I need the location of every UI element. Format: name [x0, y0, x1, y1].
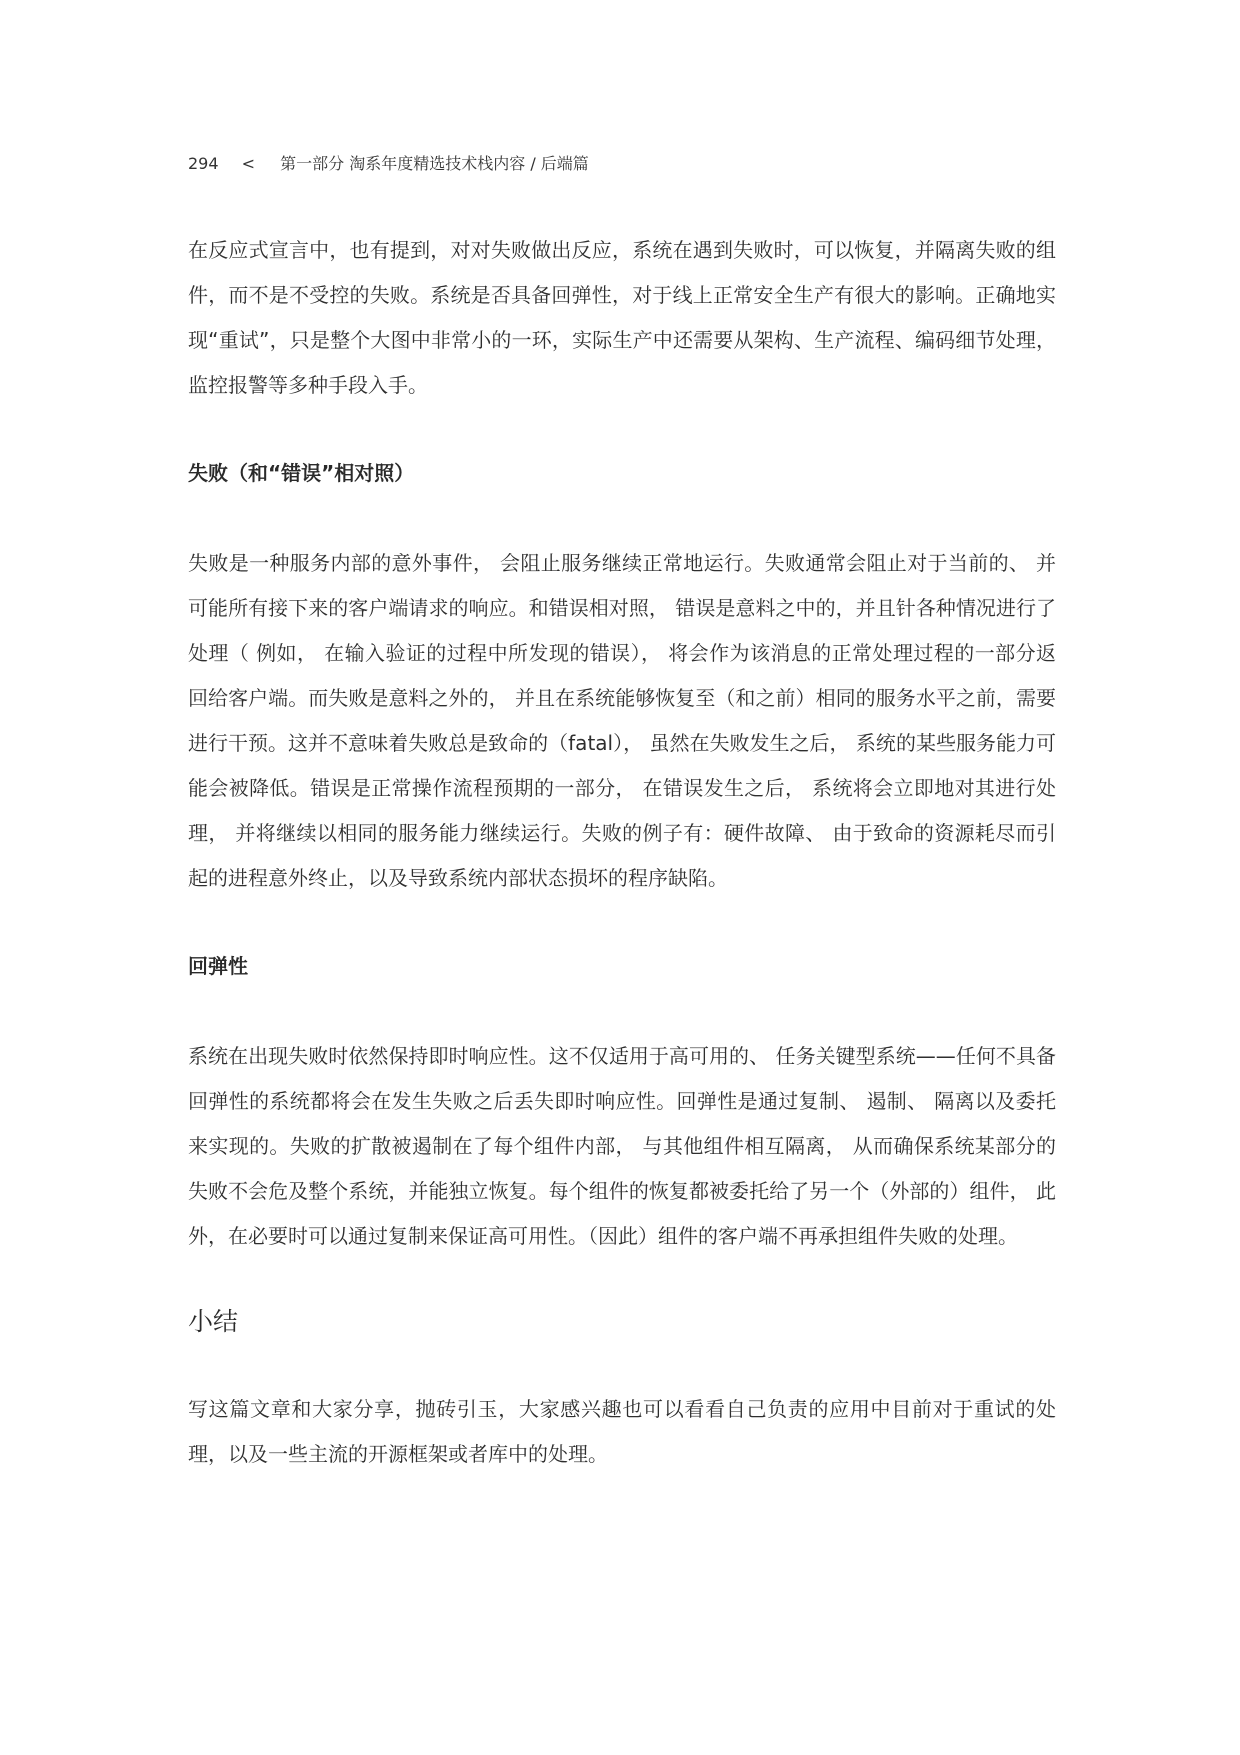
header-breadcrumb: 第一部分 淘系年度精选技术栈内容 / 后端篇 [280, 154, 589, 173]
running-header [188, 152, 589, 176]
page-number: 294 [188, 154, 219, 173]
failure-heading: 失败（和“错误”相对照） [188, 461, 415, 485]
failure-paragraph: 失败是一种服务内部的意外事件， 会阻止服务继续正常地运行。失败通常会阻止对于当前的、 并可能所有接下来的客户端请求的响应。和错误相对照， 错误是意料之中的，并且针各种情况进行了处理（ 例如， 在输入验证的过程中所发现的错误）， 将会作为该消息的正常处理过程的一部分返回给客户端。而失败是意料之外的， 并且在系统能够恢复至（和之前）相同的服务水平之前，需要进行干预。这并不意味着失败总是致命的（fatal）， 虽然在失败发生之后， 系统的某些服务能力可能会被降低。错误是正常操作流程预期的一部分， 在错误发生之后， 系统将会立即地对其进行处理， 并将继续以相同的服务能力继续运行。失败的例子有：硬件故障、 由于致命的资源耗尽而引起的进程意外终止，以及导致系统内部状态损坏的程序缺陷。 [188, 551, 1056, 890]
article-body [188, 228, 1056, 1477]
resilience-paragraph: 系统在出现失败时依然保持即时响应性。这不仅适用于高可用的、 任务关键型系统——任何不具备回弹性的系统都将会在发生失败之后丢失即时响应性。回弹性是通过复制、 遏制、 隔离以及委托来实现的。失败的扩散被遏制在了每个组件内部， 与其他组件相互隔离， 从而确保系统某部分的失败不会危及整个系统，并能独立恢复。每个组件的恢复都被委托给了另一个（外部的）组件， 此外，在必要时可以通过复制来保证高可用性。（因此）组件的客户端不再承担组件失败的处理。 [188, 1044, 1056, 1248]
resilience-heading: 回弹性 [188, 954, 248, 978]
summary-paragraph: 写这篇文章和大家分享，抛砖引玉，大家感兴趣也可以看看自己负责的应用中目前对于重试的处理，以及一些主流的开源框架或者库中的处理。 [188, 1397, 1056, 1466]
intro-paragraph: 在反应式宣言中，也有提到，对对失败做出反应，系统在遇到失败时，可以恢复，并隔离失败的组件，而不是不受控的失败。系统是否具备回弹性，对于线上正常安全生产有很大的影响。正确地实现“重试”，只是整个大图中非常小的一环，实际生产中还需要从架构、生产流程、编码细节处理，监控报警等多种手段入手。 [188, 238, 1056, 397]
summary-heading: 小结 [188, 1307, 239, 1336]
header-separator: < [241, 154, 256, 173]
